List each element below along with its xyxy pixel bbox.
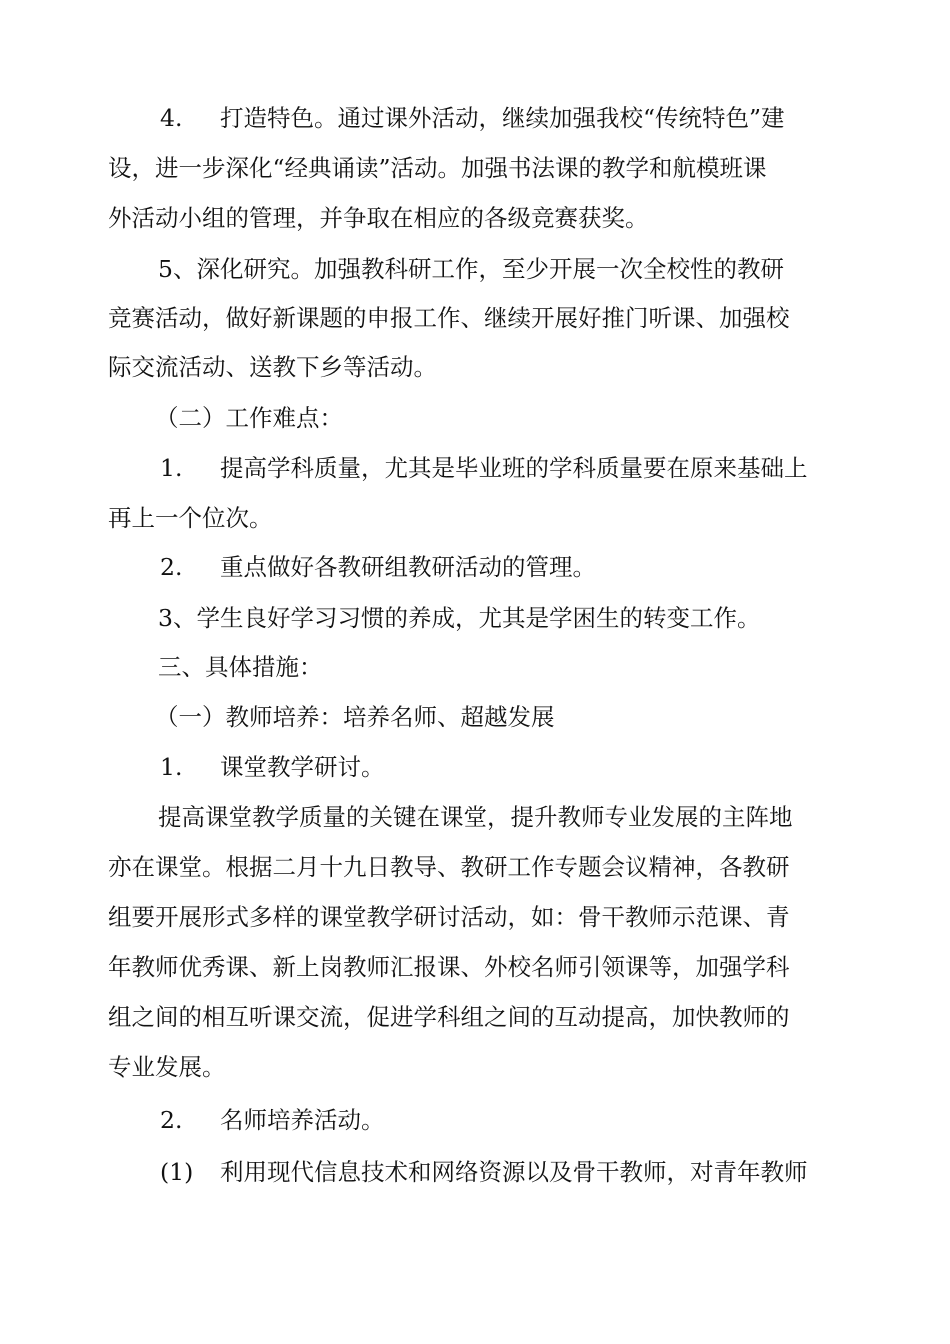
- section-heading: （二）工作难点：: [155, 404, 343, 432]
- paragraph-line: 打造特色。通过课外活动，继续加强我校“传统特色”建: [220, 104, 785, 132]
- paragraph-line: 专业发展。: [108, 1053, 226, 1081]
- paragraph-line: 重点做好各教研组教研活动的管理。: [220, 553, 596, 581]
- paragraph-line: 际交流活动、送教下乡等活动。: [108, 353, 437, 381]
- paragraph-line: 亦在课堂。根据二月十九日教导、教研工作专题会议精神，各教研: [108, 853, 790, 881]
- paragraph-line: 提高学科质量，尤其是毕业班的学科质量要在原来基础上: [220, 454, 808, 482]
- paragraph-line: 组之间的相互听课交流，促进学科组之间的互动提高，加快教师的: [108, 1003, 790, 1031]
- item-number: 1.: [160, 753, 183, 781]
- paragraph-line: 竞赛活动，做好新课题的申报工作、继续开展好推门听课、加强校: [108, 304, 790, 332]
- paragraph-line: 年教师优秀课、新上岗教师汇报课、外校名师引领课等，加强学科: [108, 953, 790, 981]
- section-heading: （一）教师培养：培养名师、超越发展: [155, 703, 555, 731]
- paragraph-line: 设，进一步深化“经典诵读”活动。加强书法课的教学和航模班课: [108, 154, 767, 182]
- item-number: 2.: [160, 553, 183, 581]
- item-number: 1.: [160, 454, 183, 482]
- paragraph-line: 课堂教学研讨。: [220, 753, 385, 781]
- item-number: 2.: [160, 1106, 183, 1134]
- paragraph-line: 再上一个位次。: [108, 504, 273, 532]
- paragraph-line: 5、深化研究。加强教科研工作，至少开展一次全校性的教研: [158, 255, 784, 283]
- section-heading: 三、具体措施：: [158, 653, 323, 681]
- paragraph-line: 提高课堂教学质量的关键在课堂，提升教师专业发展的主阵地: [158, 803, 793, 831]
- paragraph-line: 3、学生良好学习习惯的养成，尤其是学困生的转变工作。: [158, 604, 761, 632]
- item-number: 4.: [160, 104, 183, 132]
- paragraph-line: 外活动小组的管理，并争取在相应的各级竞赛获奖。: [108, 204, 649, 232]
- paragraph-line: 组要开展形式多样的课堂教学研讨活动，如：骨干教师示范课、青: [108, 903, 790, 931]
- paragraph-line: 利用现代信息技术和网络资源以及骨干教师，对青年教师: [220, 1158, 808, 1186]
- paragraph-line: 名师培养活动。: [220, 1106, 385, 1134]
- item-number: (1): [160, 1158, 194, 1186]
